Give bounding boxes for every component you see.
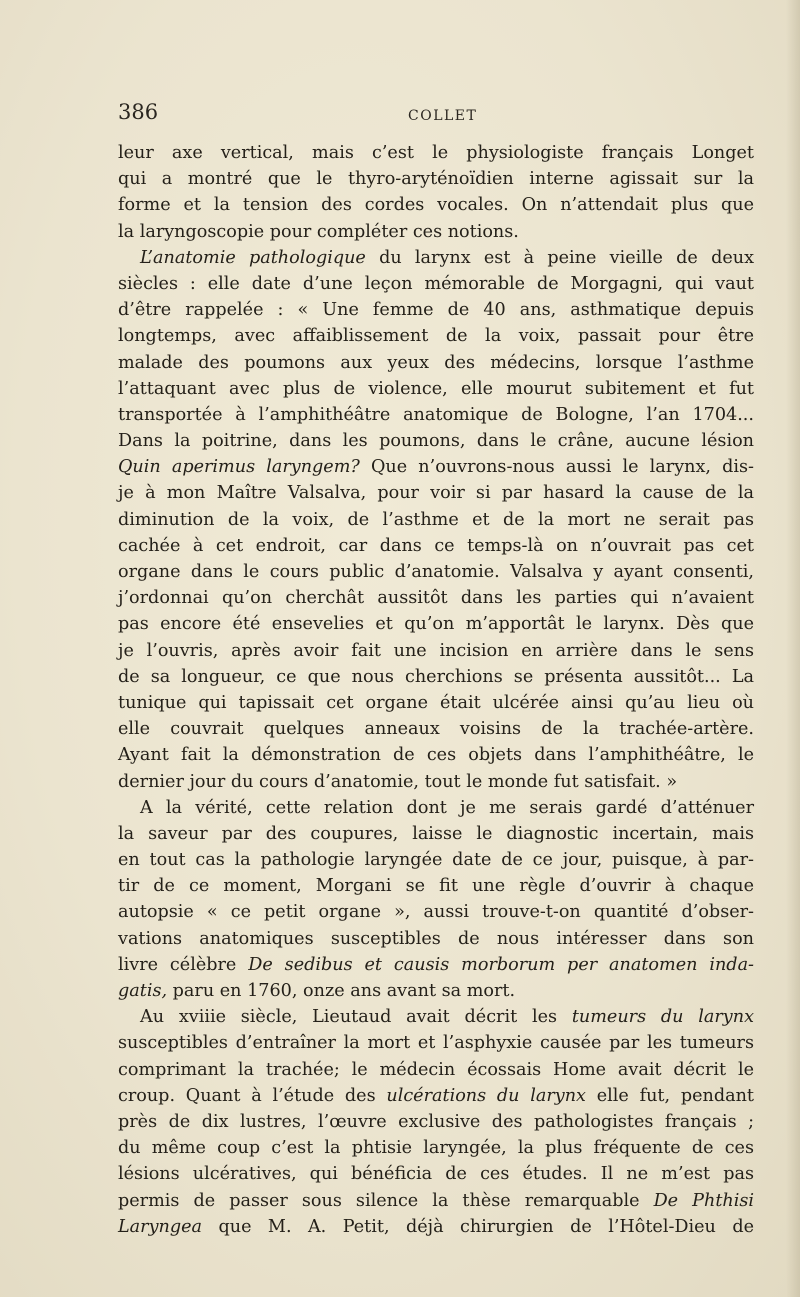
text-segment: susceptibles d’entraîner la mort et l’asphyxie causée par les tumeurs <box>118 1033 754 1054</box>
text-line <box>118 1083 754 1109</box>
text-line <box>118 926 754 952</box>
text-segment: vations anatomiques susceptibles de nous intéresser dans son <box>118 928 754 949</box>
text-line <box>118 350 754 376</box>
text-segment: lésions ulcératives, qui bénéficia de ces études. Il ne m’est pas <box>118 1164 754 1185</box>
text-segment: transportée à l’amphithéâtre anatomique de Bologne, l’an 1704... <box>118 404 754 425</box>
text-line <box>118 716 754 742</box>
text-segment: Que n’ouvrons-nous aussi le larynx, dis- <box>359 457 754 478</box>
text-segment: forme et la tension des cordes vocales. On n’attendait plus que <box>118 195 754 216</box>
text-segment: livre célèbre <box>118 954 249 975</box>
text-line <box>118 507 754 533</box>
text-line <box>118 297 754 323</box>
text-segment: pas encore été ensevelies et qu’on m’apportât le larynx. Dès que <box>118 614 754 635</box>
italic-text: gatis, <box>118 981 168 1001</box>
text-segment: la saveur par des coupures, laisse le diagnostic incertain, mais <box>118 823 754 844</box>
text-line <box>118 271 754 297</box>
text-line <box>118 559 754 585</box>
text-segment: dernier jour du cours d’anatomie, tout le monde fut satisfait. » <box>118 771 678 792</box>
text-segment: de sa longueur, ce que nous cherchions se présenta aussitôt... La <box>118 666 754 687</box>
text-line <box>118 664 754 690</box>
italic-text: De Phthisi <box>653 1190 754 1211</box>
italic-text: Laryngea <box>118 1216 203 1237</box>
text-segment: A la vérité, cette relation dont je me serais gardé d’atténuer <box>140 797 754 818</box>
text-line <box>118 376 754 402</box>
text-segment: organe dans le cours public d’anatomie. Valsalva y ayant consenti, <box>118 562 754 582</box>
italic-text: ulcérations du larynx <box>386 1085 586 1106</box>
text-segment: elle couvrait quelques anneaux voisins de la trachée-artère. <box>118 719 754 740</box>
text-line <box>118 873 754 899</box>
text-segment: je l’ouvris, après avoir fait une incision en arrière dans le sens <box>118 640 754 661</box>
text-line <box>118 219 754 245</box>
text-line <box>118 1135 754 1161</box>
text-line <box>118 1057 754 1083</box>
text-segment: j’ordonnai qu’on cherchât aussitôt dans les parties qui n’avaient <box>118 588 754 609</box>
text-line <box>118 1109 754 1135</box>
text-segment: cachée à cet endroit, car dans ce temps-là on n’ouvrait pas cet <box>118 535 754 556</box>
text-line <box>118 1161 754 1187</box>
text-line <box>118 245 754 271</box>
text-line <box>118 480 754 506</box>
text-segment: près de dix lustres, l’œuvre exclusive des pathologistes français ; <box>118 1111 754 1132</box>
page-edge-shadow <box>786 0 800 1297</box>
text-line <box>118 1004 754 1030</box>
text-segment: je à mon Maître Valsalva, pour voir si par hasard la cause de la <box>118 483 754 504</box>
text-segment: elle fut, pendant <box>585 1085 754 1106</box>
text-line <box>118 1188 754 1214</box>
text-segment: en tout cas la pathologie laryngée date de ce jour, puisque, à par- <box>118 850 754 871</box>
text-line <box>118 638 754 664</box>
text-segment: croup. Quant à l’étude des <box>118 1085 387 1106</box>
italic-text: L’anatomie pathologique <box>140 247 366 268</box>
text-segment: paru en 1760, onze ans avant sa mort. <box>167 981 516 1001</box>
text-line <box>118 454 754 480</box>
text-line <box>118 952 754 978</box>
text-line <box>118 611 754 637</box>
text-line <box>118 795 754 821</box>
page-header <box>118 100 754 130</box>
text-segment: la laryngoscopie pour compléter ces notions. <box>118 221 519 242</box>
text-line <box>118 899 754 925</box>
text-line <box>118 821 754 847</box>
text-segment: permis de passer sous silence la thèse remarquable <box>118 1190 654 1211</box>
text-line <box>118 192 754 218</box>
running-head: COLLET <box>408 108 478 124</box>
text-line <box>118 533 754 559</box>
text-line <box>118 769 754 795</box>
text-line <box>118 428 754 454</box>
text-line <box>118 166 754 192</box>
text-segment: Dans la poitrine, dans les poumons, dans le crâne, aucune lésion <box>118 431 754 452</box>
text-segment: tir de ce moment, Morgani se fit une règle d’ouvrir à chaque <box>118 876 754 897</box>
text-segment: autopsie « ce petit organe », aussi trouve-t-on quantité d’obser- <box>118 902 754 923</box>
text-segment: longtemps, avec affaiblissement de la voix, passait pour être <box>118 326 754 347</box>
text-line <box>118 1214 754 1240</box>
text-segment: tunique qui tapissait cet organe était ulcérée ainsi qu’au lieu où <box>118 692 754 713</box>
body-text <box>118 140 754 1240</box>
text-line <box>118 323 754 349</box>
text-line <box>118 847 754 873</box>
text-segment: d’être rappelée : « Une femme de 40 ans, asthmatique depuis <box>118 300 754 321</box>
text-segment: Ayant fait la démonstration de ces objets dans l’amphithéâtre, le <box>118 745 754 766</box>
text-segment: Au xviiie siècle, Lieutaud avait décrit les <box>140 1007 572 1028</box>
text-line <box>118 402 754 428</box>
text-segment: du larynx est à peine vieille de deux <box>365 247 754 268</box>
text-segment: du même coup c’est la phtisie laryngée, la plus fréquente de ces <box>118 1138 754 1159</box>
text-line <box>118 690 754 716</box>
text-line <box>118 1030 754 1056</box>
text-segment: siècles : elle date d’une leçon mémorable de Morgagni, qui vaut <box>118 273 754 294</box>
text-segment: diminution de la voix, de l’asthme et de la mort ne serait pas <box>118 509 754 530</box>
text-segment: l’attaquant avec plus de violence, elle mourut subitement et fut <box>118 378 754 399</box>
italic-text: De sedibus et causis morborum per anatomen inda- <box>248 954 755 975</box>
text-segment: leur axe vertical, mais c’est le physiologiste français Longet <box>118 143 754 163</box>
text-segment: malade des poumons aux yeux des médecins, lorsque l’asthme <box>118 352 754 373</box>
text-segment: que M. A. Petit, déjà chirurgien de l’Hôtel-Dieu de <box>202 1216 754 1237</box>
text-line <box>118 585 754 611</box>
page-number: 386 <box>118 100 159 124</box>
text-segment: comprimant la trachée; le médecin écossais Home avait décrit le <box>118 1059 754 1080</box>
text-line <box>118 140 754 166</box>
text-line <box>118 978 754 1004</box>
text-line <box>118 742 754 768</box>
italic-text: tumeurs du larynx <box>571 1007 754 1028</box>
text-segment: qui a montré que le thyro-aryténoïdien interne agissait sur la <box>118 169 754 190</box>
italic-text: Quin aperimus laryngem? <box>118 457 360 478</box>
